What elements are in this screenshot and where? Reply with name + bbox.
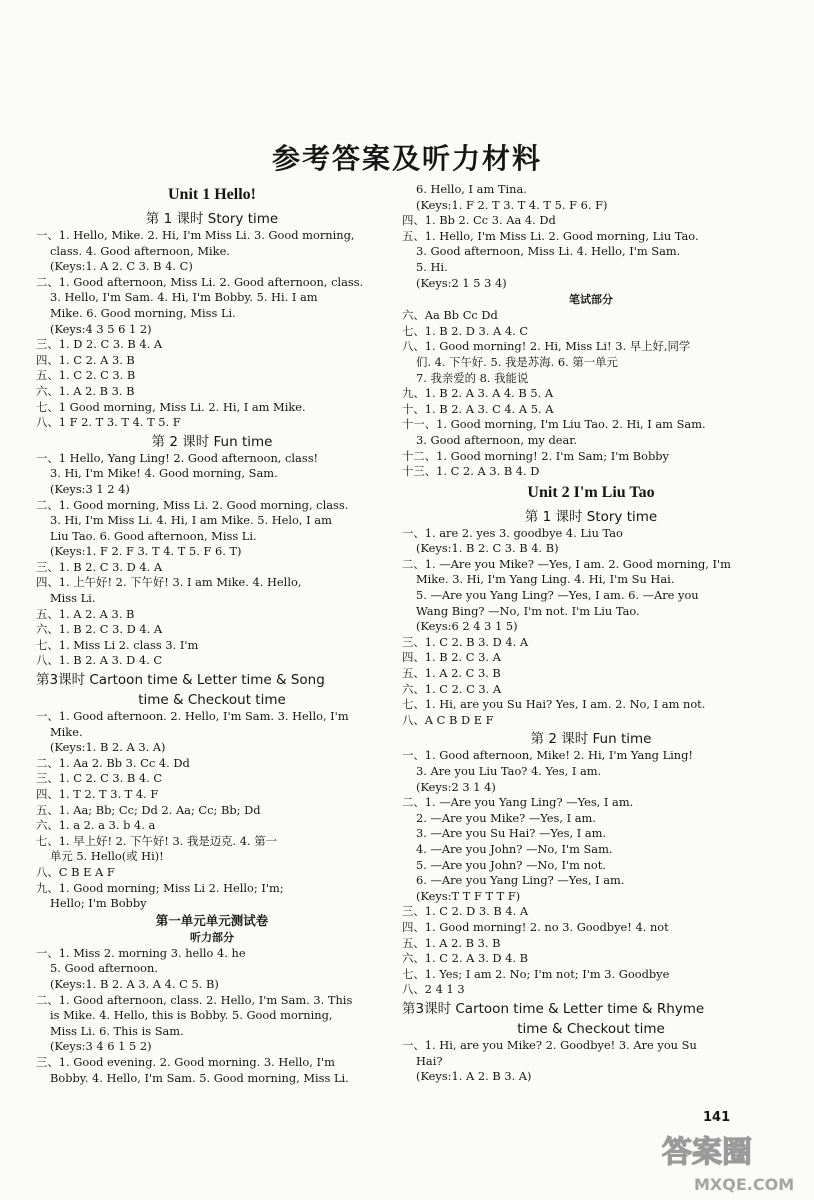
answer-line: 一、1. Good afternoon. 2. Hello, I'm Sam. 3. Hello, I'm (36, 709, 349, 724)
answer-line-indent: Wang Bing? —No, I'm not. I'm Liu Tao. (416, 603, 640, 618)
answer-line: 五、1. Aa; Bb; Cc; Dd 2. Aa; Cc; Bb; Dd (36, 802, 261, 817)
lesson-heading: 第3课时 Cartoon time & Letter time & Song (36, 672, 325, 689)
answer-line: 八、1 F 2. T 3. T 4. T 5. F (36, 415, 181, 430)
answer-line: 一、1. Hello, Mike. 2. Hi, I'm Miss Li. 3. Good morning, (36, 228, 355, 242)
answer-line-indent: is Mike. 4. Hello, this is Bobby. 5. Good morning, (50, 1008, 333, 1023)
answer-line-indent: 5. Hi. (416, 259, 448, 274)
lesson-heading: 第 1 课时 Story time (145, 211, 279, 227)
answer-line: 一、1. are 2. yes 3. goodbye 4. Liu Tao (402, 525, 623, 540)
test-heading: 第一单元单元测试卷 (155, 912, 269, 928)
answer-line-indent: Miss Li. (50, 591, 96, 606)
answer-line: 九、1. Good morning; Miss Li 2. Hello; I'm; (36, 880, 284, 895)
answer-line-indent: (Keys:1. F 2. T 3. T 4. T 5. F 6. F) (416, 197, 608, 212)
answer-line: 四、1. C 2. A 3. B (36, 352, 135, 367)
answer-line-indent: (Keys:6 2 4 3 1 5) (416, 619, 518, 634)
answer-line-indent: (Keys:1. B 2. C 3. B 4. B) (416, 541, 559, 556)
answer-line: 七、1. Yes; I am 2. No; I'm not; I'm 3. Goodbye (402, 966, 670, 981)
answer-line-indent: (Keys:2 1 5 3 4) (416, 275, 507, 290)
answer-line-indent: 3. Hi, I'm Mike! 4. Good morning, Sam. (50, 466, 278, 481)
answer-line-indent: Mike. (50, 724, 83, 739)
answer-line: 一、1 Hello, Yang Ling! 2. Good afternoon, class! (36, 450, 319, 465)
page-title: 参考答案及听力材料 (271, 142, 542, 175)
answer-line: 十二、1. Good morning! 2. I'm Sam; I'm Bobby (402, 448, 669, 463)
answer-line: 一、1. Good afternoon, Mike! 2. Hi, I'm Yang Ling! (402, 748, 693, 763)
answer-line: 七、1. Hi, are you Su Hai? Yes, I am. 2. No, I am not. (402, 697, 706, 712)
answer-line: 九、1. B 2. A 3. A 4. B 5. A (402, 386, 554, 401)
answer-line: 五、1. A 2. A 3. B (36, 606, 135, 621)
answer-line-indent: (Keys:3 4 6 1 5 2) (50, 1039, 152, 1054)
answer-line-indent: 3. Hello, I'm Sam. 4. Hi, I'm Bobby. 5. Hi. I am (50, 290, 318, 305)
answer-line: 七、1 Good morning, Miss Li. 2. Hi, I am Mike. (36, 399, 306, 414)
answer-line: 十、1. B 2. A 3. C 4. A 5. A (402, 401, 554, 416)
answer-line: 七、1. B 2. D 3. A 4. C (402, 323, 529, 338)
answer-line-indent: 4. —Are you John? —No, I'm Sam. (416, 841, 613, 856)
answer-line: 二、1. Good afternoon, class. 2. Hello, I'm Sam. 3. This (36, 992, 353, 1007)
answer-line-indent: 7. 我亲爱的 8. 我能说 (416, 370, 529, 385)
answer-line-indent: 6. —Are you Yang Ling? —Yes, I am. (416, 873, 625, 888)
left-column (36, 182, 388, 1086)
lesson-heading: 第3课时 Cartoon time & Letter time & Rhyme (402, 1000, 705, 1017)
answer-line: 十三、1. C 2. A 3. B 4. D (402, 464, 540, 479)
answer-line: 六、1. A 2. B 3. B (36, 383, 135, 398)
watermark-text: 答案圈 (662, 1135, 752, 1170)
answer-line: 四、1. Bb 2. Cc 3. Aa 4. Dd (402, 213, 556, 228)
answer-line: 六、1. C 2. C 3. A (402, 681, 502, 696)
answer-line-indent: 2. —Are you Mike? —Yes, I am. (416, 810, 596, 825)
answer-line-indent: Mike. 3. Hi, I'm Yang Ling. 4. Hi, I'm Su Hai. (416, 572, 675, 587)
answer-line: 十一、1. Good morning, I'm Liu Tao. 2. Hi, I am Sam. (402, 417, 706, 432)
section-subheading: 笔试部分 (569, 293, 613, 307)
answer-line-indent: (Keys:1. A 2. C 3. B 4. C) (50, 259, 193, 274)
unit-heading: Unit 1 Hello! (168, 186, 256, 203)
lesson-heading-cont: time & Checkout time (138, 692, 286, 709)
answer-line: 四、1. Good morning! 2. no 3. Goodbye! 4. not (402, 919, 669, 934)
answer-line-indent: 3. Are you Liu Tao? 4. Yes, I am. (416, 764, 602, 778)
answer-line-indent: 5. —Are you John? —No, I'm not. (416, 857, 606, 872)
answer-line-indent: class. 4. Good afternoon, Mike. (50, 243, 230, 258)
answer-line: 三、1. C 2. D 3. B 4. A (402, 904, 529, 919)
answer-line-indent: (Keys:1. B 2. A 3. A 4. C 5. B) (50, 976, 219, 991)
answer-line: 八、A C B D E F (402, 712, 494, 727)
answer-line: 五、1. C 2. C 3. B (36, 368, 136, 383)
answer-line: 六、1. a 2. a 3. b 4. a (36, 818, 156, 833)
answer-line: 三、1. D 2. C 3. B 4. A (36, 337, 163, 352)
answer-line: 一、1. Miss 2. morning 3. hello 4. he (36, 945, 246, 960)
answer-line-indent: Mike. 6. Good morning, Miss Li. (50, 305, 236, 320)
answer-line: 六、1. C 2. A 3. D 4. B (402, 951, 529, 966)
answer-line: 六、Aa Bb Cc Dd (402, 308, 498, 323)
answer-line: 四、1. T 2. T 3. T 4. F (36, 787, 159, 801)
answer-line-indent: 单元 5. Hello(或 Hi)! (50, 849, 164, 864)
lesson-heading: 第 2 课时 Fun time (151, 433, 273, 450)
watermark-logo (658, 1128, 808, 1194)
answer-line: 三、1. B 2. C 3. D 4. A (36, 559, 163, 574)
answer-line: 五、1. A 2. C 3. B (402, 666, 501, 681)
answer-line-indent: Bobby. 4. Hello, I'm Sam. 5. Good morning, Miss Li. (50, 1070, 349, 1085)
answer-line: 二、1. Good afternoon, Miss Li. 2. Good afternoon, class. (36, 274, 364, 289)
answer-line: 六、1. B 2. C 3. D 4. A (36, 622, 163, 637)
answer-line: 七、1. 早上好! 2. 下午好! 3. 我是迈克. 4. 第一 (36, 833, 278, 848)
answer-line: 三、1. Good evening. 2. Good morning. 3. Hello, I'm (36, 1054, 335, 1069)
watermark-url: MXQE.COM (694, 1175, 795, 1194)
answer-line-indent: Miss Li. 6. This is Sam. (50, 1023, 184, 1038)
answer-line-indent: Hello; I'm Bobby (50, 896, 147, 911)
answer-line-indent: 3. Hi, I'm Miss Li. 4. Hi, I am Mike. 5. Helo, I am (50, 513, 332, 528)
answer-line-indent: 3. Good afternoon, my dear. (416, 432, 578, 447)
answer-line-indent: Liu Tao. 6. Good afternoon, Miss Li. (50, 528, 257, 543)
answer-line-indent: (Keys:3 1 2 4) (50, 481, 130, 496)
page-number: 141 (703, 1110, 731, 1125)
section-subheading: 听力部分 (190, 930, 234, 944)
answer-line: 五、1. A 2. B 3. B (402, 935, 501, 950)
answer-line-indent: (Keys:4 3 5 6 1 2) (50, 321, 152, 336)
answer-line: 八、2 4 1 3 (402, 982, 465, 997)
answer-line: 二、1. Good morning, Miss Li. 2. Good morning, class. (36, 497, 349, 512)
answer-line: 二、1. —Are you Mike? —Yes, I am. 2. Good morning, I'm (402, 556, 731, 571)
answer-line-indent: (Keys:2 3 1 4) (416, 779, 496, 794)
answer-line: 八、1. Good morning! 2. Hi, Miss Li! 3. 早上好,同学 (402, 339, 691, 354)
answer-line-indent: 5. Good afternoon. (50, 961, 158, 976)
answer-line: 一、1. Hi, are you Mike? 2. Goodbye! 3. Are you Su (402, 1037, 697, 1052)
answer-line: 三、1. C 2. C 3. B 4. C (36, 771, 163, 786)
answer-line-indent: Hai? (416, 1053, 443, 1068)
lesson-heading: 第 1 课时 Story time (524, 508, 658, 525)
answer-line: 八、1. B 2. A 3. D 4. C (36, 653, 163, 668)
answer-line: 三、1. C 2. B 3. D 4. A (402, 634, 529, 649)
answer-line: 四、1. B 2. C 3. A (402, 650, 501, 665)
answer-line-indent: (Keys:T T F T T F) (416, 888, 521, 903)
answer-line-indent: 3. —Are you Su Hai? —Yes, I am. (416, 826, 607, 841)
answer-line: 七、1. Miss Li 2. class 3. I'm (36, 637, 199, 652)
answer-line: 八、C B E A F (36, 864, 115, 879)
answer-line-indent: (Keys:1. B 2. A 3. A) (50, 740, 166, 755)
answer-line: 二、1. Aa 2. Bb 3. Cc 4. Dd (36, 755, 190, 770)
unit-heading: Unit 2 I'm Liu Tao (527, 483, 655, 501)
answer-line-indent: (Keys:1. A 2. B 3. A) (416, 1069, 532, 1084)
answer-line: 二、1. —Are you Yang Ling? —Yes, I am. (402, 795, 634, 810)
lesson-heading: 第 2 课时 Fun time (530, 731, 652, 748)
answer-line-indent: 6. Hello, I am Tina. (416, 182, 527, 196)
answer-line-indent: 们. 4. 下午好. 5. 我是苏海. 6. 第一单元 (416, 354, 618, 369)
answer-line-indent: 3. Good afternoon, Miss Li. 4. Hello, I'm Sam. (416, 244, 681, 259)
answer-line: 五、1. Hello, I'm Miss Li. 2. Good morning, Liu Tao. (402, 228, 699, 243)
answer-line: 四、1. 上午好! 2. 下午好! 3. I am Mike. 4. Hello, (36, 575, 302, 590)
right-column (402, 182, 780, 1085)
answer-line-indent: (Keys:1. F 2. F 3. T 4. T 5. F 6. T) (50, 544, 242, 559)
lesson-heading-cont: time & Checkout time (517, 1020, 665, 1037)
answer-line-indent: 5. —Are you Yang Ling? —Yes, I am. 6. —Are you (416, 588, 699, 603)
